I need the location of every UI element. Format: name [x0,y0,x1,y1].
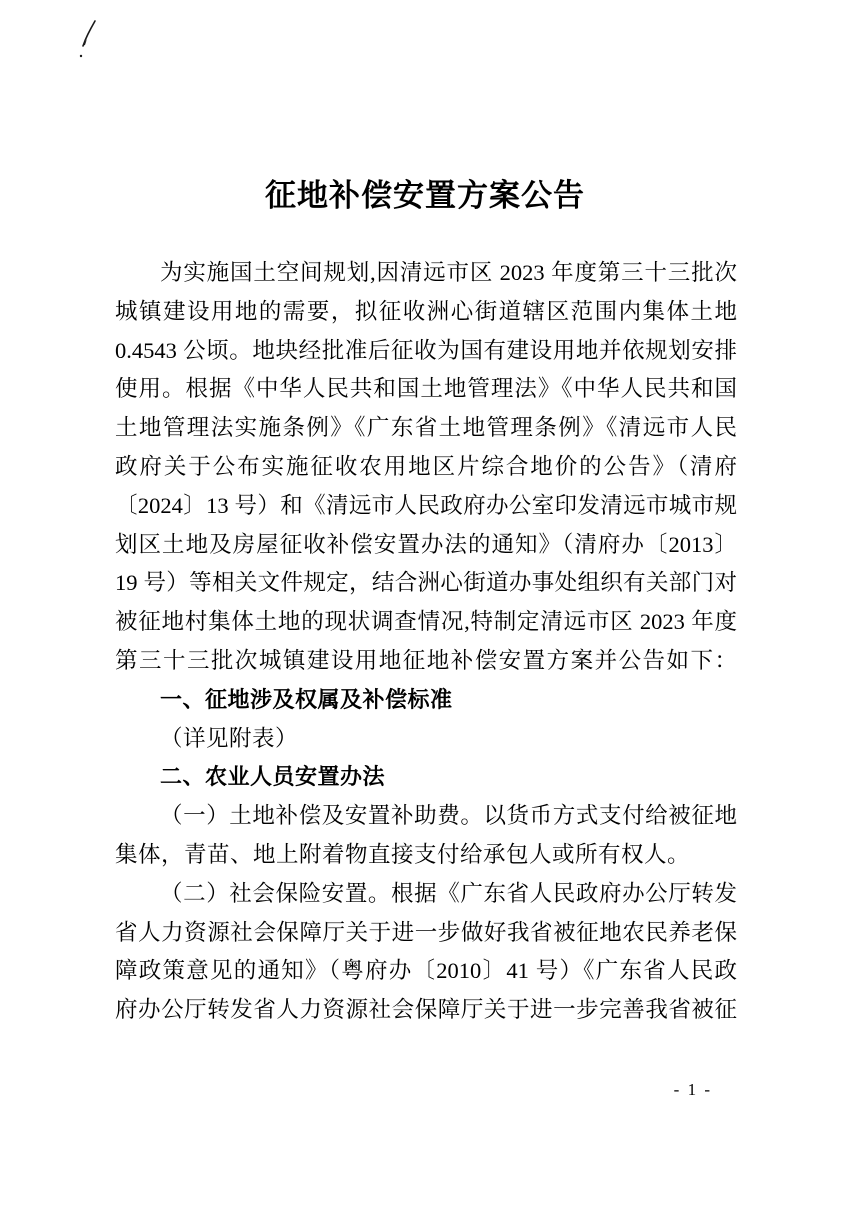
text-line: 障政策意见的通知》（粤府办〔2010〕41 号）《广东省人民政 [115,958,737,984]
text-line: 土地管理法实施条例》《广东省土地管理条例》《清远市人民 [115,415,737,441]
text-line: 一、征地涉及权属及补偿标准 [160,686,453,712]
text-line: 划区土地及房屋征收补偿安置办法的通知》（清府办〔2013〕 [115,531,737,557]
text-line: 省人力资源社会保障厅关于进一步做好我省被征地农民养老保 [115,919,737,945]
text-line: 二、农业人员安置办法 [160,764,386,790]
text-line: 被征地村集体土地的现状调查情况,特制定清远市区 2023 年度 [115,609,737,635]
text-line: 为实施国土空间规划,因清远市区 2023 年度第三十三批次 [160,260,737,285]
document-title: 征地补偿安置方案公告 [265,178,585,213]
text-line: 城镇建设用地的需要，拟征收洲心街道辖区范围内集体土地 [115,298,737,324]
text-line: （详见附表） [160,725,299,751]
text-line: 第三十三批次城镇建设用地征地补偿安置方案并公告如下： [115,647,737,673]
document-body [115,254,737,1030]
text-line: 〔2024〕13 号）和《清远市人民政府办公室印发清远市城市规 [115,492,737,518]
text-line: 府办公厅转发省人力资源社会保障厅关于进一步完善我省被征 [115,997,737,1023]
text-line: 政府关于公布实施征收农用地区片综合地价的公告》（清府 [115,453,737,479]
pen-tick-icon [74,18,110,66]
text-line: 使用。根据《中华人民共和国土地管理法》《中华人民共和国 [115,376,737,402]
text-line: 19 号）等相关文件规定，结合洲心街道办事处组织有关部门对 [115,570,737,596]
page-number: - 1 - [673,1080,712,1099]
text-line: （一）土地补偿及安置补助费。以货币方式支付给被征地 [160,803,737,829]
text-line: （二）社会保险安置。根据《广东省人民政府办公厅转发 [160,880,737,906]
text-line: 0.4543 公顷。地块经批准后征收为国有建设用地并依规划安排 [115,337,737,363]
text-line: 集体，青苗、地上附着物直接支付给承包人或所有权人。 [115,841,691,867]
